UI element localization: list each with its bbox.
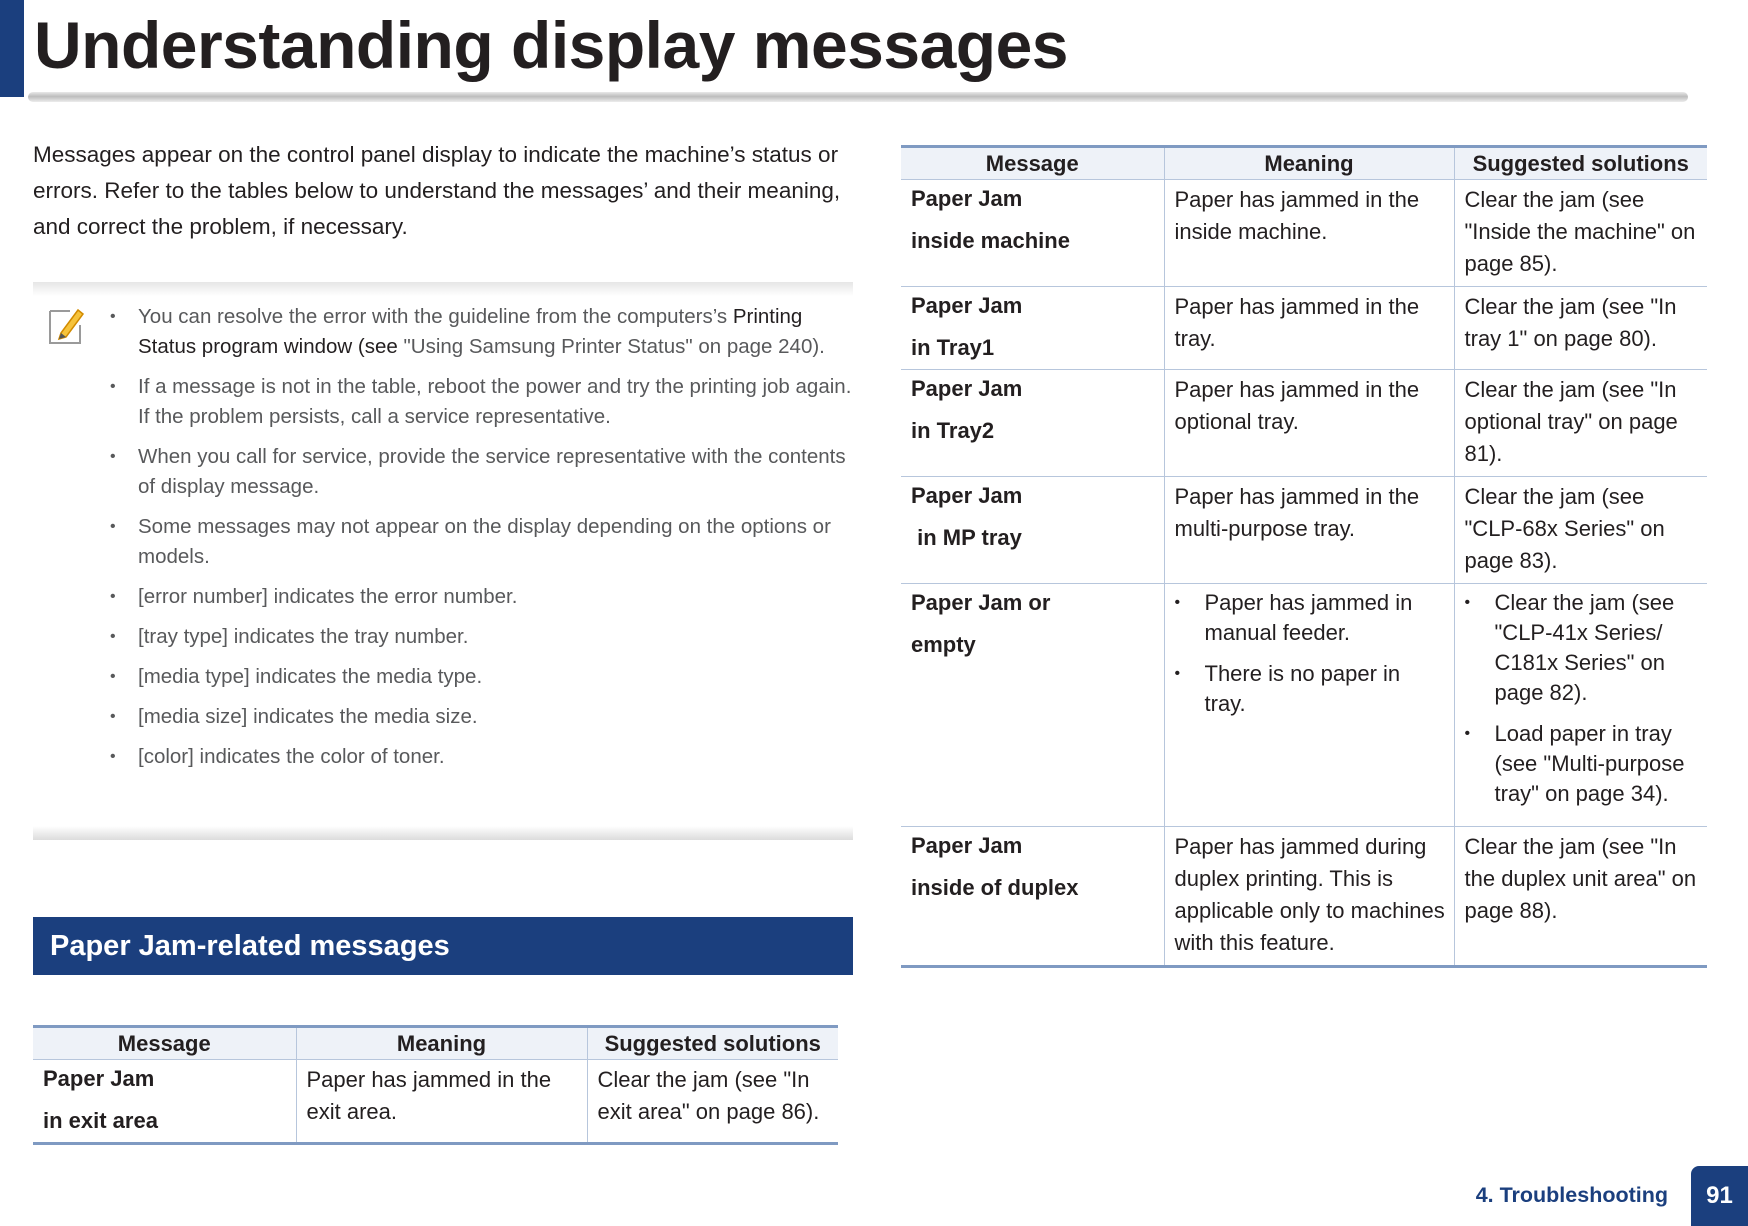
message-line-1: Paper Jam: [43, 1066, 155, 1091]
message-line-2: in Tray2: [911, 418, 995, 443]
solution-cell: Clear the jam (see "In tray 1" on page 80).: [1454, 287, 1707, 370]
message-line-2: inside machine: [911, 228, 1070, 253]
footer-section-label: 4. Troubleshooting: [1475, 1183, 1668, 1207]
intro-paragraph: Messages appear on the control panel display to indicate the machine’s status or errors. Refer to the tables below to understand the messages’ and their meaning, and correct the problem, if necessary.: [33, 142, 841, 239]
note-item: • Some messages may not appear on the display depending on the options or models.: [110, 512, 855, 572]
title-accent-bar: [0, 0, 24, 97]
solution-cell: Clear the jam (see "Inside the machine" on page 85).: [1454, 180, 1707, 287]
message-line-2: in MP tray: [911, 525, 1022, 550]
meaning-cell: Paper has jammed during duplex printing. This is applicable only to machines with this feature.: [1164, 827, 1454, 967]
note-item: • When you call for service, provide the service representative with the contents of display message.: [110, 442, 855, 502]
message-line-1: Paper Jam or: [911, 590, 1051, 615]
section-header: Paper Jam-related messages: [33, 917, 853, 975]
note-item: • If a message is not in the table, reboot the power and try the printing job again. If the problem persists, call a service representative.: [110, 372, 855, 432]
solution-cell: Clear the jam (see "In the duplex unit area" on page 88).: [1454, 827, 1707, 967]
column-header-solutions: Suggested solutions: [587, 1027, 838, 1060]
note-item: [110, 302, 855, 362]
meaning-item: • There is no paper in tray.: [1175, 659, 1446, 719]
message-line-2: in Tray1: [911, 335, 995, 360]
table-row: [901, 584, 1707, 827]
solution-item: • Load paper in tray (see "Multi-purpose tray" on page 34).: [1465, 719, 1700, 809]
meaning-cell: Paper has jammed in the multi-purpose tray.: [1164, 477, 1454, 584]
note-box-top-border: [33, 282, 853, 296]
note-item-text: You can resolve the error with the guideline from the computers’s: [138, 305, 728, 328]
paper-jam-table-right: [901, 145, 1707, 968]
note-link-printer-status[interactable]: "Using Samsung Printer Status" on page 240).: [403, 335, 825, 358]
page-title: Understanding display messages: [34, 8, 1069, 82]
solution-cell: Clear the jam (see "In optional tray" on page 81).: [1454, 370, 1707, 477]
column-header-message: Message: [33, 1027, 296, 1060]
meaning-cell: Paper has jammed in the inside machine.: [1164, 180, 1454, 287]
paper-jam-table-left: [33, 1025, 838, 1145]
solution-cell: Clear the jam (see "CLP-68x Series" on page 83).: [1454, 477, 1707, 584]
solution-cell: [1454, 584, 1707, 827]
meaning-list: [1175, 588, 1446, 719]
message-line-2: inside of duplex: [911, 875, 1079, 900]
meaning-cell: Paper has jammed in the exit area.: [296, 1060, 587, 1144]
message-line-2: in exit area: [43, 1108, 158, 1133]
meaning-cell: Paper has jammed in the optional tray.: [1164, 370, 1454, 477]
column-header-meaning: Meaning: [1164, 147, 1454, 180]
meaning-cell: [1164, 584, 1454, 827]
message-cell: [33, 1060, 296, 1144]
message-cell: [901, 477, 1164, 584]
message-cell: [901, 180, 1164, 287]
page-number: 91: [1691, 1166, 1748, 1226]
message-line-2: empty: [911, 632, 976, 657]
note-item: • [media type] indicates the media type.: [110, 662, 855, 692]
meaning-item: • Paper has jammed in manual feeder.: [1175, 588, 1446, 648]
message-line-1: Paper Jam: [911, 376, 1023, 401]
message-cell: [901, 827, 1164, 967]
column-header-message: Message: [901, 147, 1164, 180]
message-line-1: Paper Jam: [911, 833, 1023, 858]
table-row: [901, 477, 1707, 584]
table-row: [901, 180, 1707, 287]
note-item: • [error number] indicates the error number.: [110, 582, 855, 612]
solution-item: • Clear the jam (see "CLP-41x Series/ C181x Series" on page 82).: [1465, 588, 1700, 708]
title-rule: [28, 92, 1688, 102]
message-cell: [901, 584, 1164, 827]
note-item-program-window: Printing Status program window (see: [138, 305, 803, 358]
table-row: [901, 827, 1707, 967]
meaning-cell: Paper has jammed in the tray.: [1164, 287, 1454, 370]
message-cell: [901, 370, 1164, 477]
table-row: [901, 287, 1707, 370]
column-header-meaning: Meaning: [296, 1027, 587, 1060]
message-line-1: Paper Jam: [911, 293, 1023, 318]
note-item: • [color] indicates the color of toner.: [110, 742, 855, 772]
solution-cell: Clear the jam (see "In exit area" on page 86).: [587, 1060, 838, 1144]
note-pencil-icon: [47, 306, 85, 346]
note-box-bottom-border: [33, 826, 853, 840]
solution-list: [1465, 588, 1700, 809]
message-line-1: Paper Jam: [911, 483, 1023, 508]
note-item: • [media size] indicates the media size.: [110, 702, 855, 732]
column-header-solutions: Suggested solutions: [1454, 147, 1707, 180]
message-cell: [901, 287, 1164, 370]
table-row: [33, 1060, 838, 1144]
note-item: • [tray type] indicates the tray number.: [110, 622, 855, 652]
table-row: [901, 370, 1707, 477]
note-list: [110, 302, 855, 782]
message-line-1: Paper Jam: [911, 186, 1023, 211]
